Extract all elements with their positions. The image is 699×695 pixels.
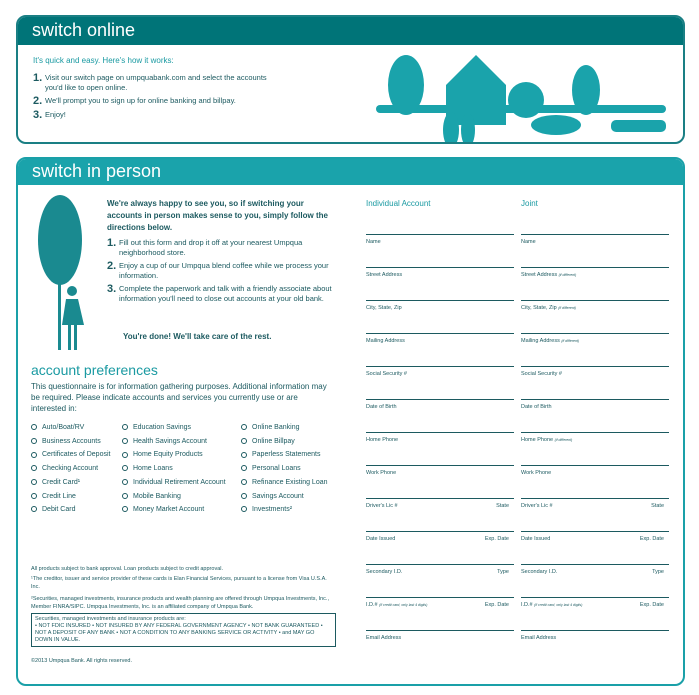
option-checkbox[interactable]: Savings Account <box>241 493 304 500</box>
step-item <box>33 73 268 93</box>
form-field-work-phone[interactable] <box>521 465 669 485</box>
form-field-secondary-i-d-[interactable] <box>366 564 514 584</box>
online-intro: It's quick and easy. Here's how it works: <box>33 56 174 65</box>
field-label: Name <box>521 239 536 245</box>
step-text: Enjoy! <box>45 110 66 119</box>
step-text: Complete the paperwork and talk with a friendly associate about information you'll need to close out accounts at your old bank. <box>119 284 332 303</box>
field-label: Work Phone <box>366 470 397 476</box>
option-checkbox[interactable]: Auto/Boat/RV <box>31 424 84 431</box>
switch-in-person-title: switch in person <box>18 159 683 185</box>
option-checkbox[interactable]: Home Equity Products <box>122 451 203 458</box>
person-done: You're done! We'll take care of the rest. <box>123 332 272 341</box>
field-label: City, State, Zip <box>521 305 557 311</box>
field-label-secondary: Exp. Date <box>484 536 509 542</box>
field-label: Date Issued <box>521 536 551 542</box>
form-field-home-phone[interactable] <box>366 432 514 452</box>
field-label: Secondary I.D. <box>366 569 403 575</box>
house-family-illustration <box>376 45 676 144</box>
form-field-date-issued[interactable] <box>521 531 669 551</box>
switch-online-title: switch online <box>18 17 683 45</box>
option-checkbox[interactable]: Investments² <box>241 506 292 513</box>
step-text: We'll prompt you to sign up for online banking and billpay. <box>45 96 236 105</box>
field-note: (if different) <box>558 306 576 310</box>
field-label-secondary: Exp. Date <box>484 602 509 608</box>
field-label: Date Issued <box>366 536 396 542</box>
form-field-mailing-address[interactable] <box>366 333 514 353</box>
form-field-street-address[interactable] <box>521 267 669 287</box>
disclosure-title: Securities, managed investments and insurance products are: <box>35 616 186 622</box>
footnotes <box>31 565 336 665</box>
form-field-email-address[interactable] <box>521 630 669 650</box>
field-label: Social Security # <box>521 371 562 377</box>
form-field-date-issued[interactable] <box>366 531 514 551</box>
step-item <box>107 284 339 304</box>
person-lead: We're always happy to see you, so if switching your accounts in person makes sense to you, simply follow the directions below. <box>107 199 328 232</box>
field-label-secondary: Type <box>497 569 509 575</box>
disclosure-text: • NOT FDIC INSURED • NOT INSURED BY ANY FEDERAL GOVERNMENT AGENCY • NOT BANK GUARANTEED • NOT A DEPOSIT OF ANY BANK • NOT A CONDITION TO ANY BANKING SERVICE OR ACTIVITY • and MAY GO DOWN IN VALUE. <box>35 623 323 643</box>
option-checkbox[interactable]: Credit Line <box>31 493 76 500</box>
field-label: Date of Birth <box>521 404 552 410</box>
field-label-secondary: Exp. Date <box>639 602 664 608</box>
field-label: Mailing Address <box>521 338 560 344</box>
form-field-city-state-zip[interactable] <box>521 300 669 320</box>
copyright: ©2013 Umpqua Bank. All rights reserved. <box>31 658 132 664</box>
option-checkbox[interactable]: Debit Card <box>31 506 75 513</box>
switch-online-card <box>16 15 685 144</box>
option-checkbox[interactable]: Paperless Statements <box>241 451 320 458</box>
form-field-work-phone[interactable] <box>366 465 514 485</box>
field-label: Social Security # <box>366 371 407 377</box>
option-checkbox[interactable]: Mobile Banking <box>122 493 181 500</box>
online-steps <box>33 73 268 124</box>
field-note: (if different) <box>561 339 580 343</box>
option-checkbox[interactable]: Business Accounts <box>31 438 101 445</box>
form-field-date-of-birth[interactable] <box>521 399 669 419</box>
step-number: 1. <box>107 237 117 249</box>
form-field-date-of-birth[interactable] <box>366 399 514 419</box>
step-item <box>107 238 339 258</box>
option-checkbox[interactable]: Refinance Existing Loan <box>241 479 328 486</box>
person-steps <box>107 238 339 307</box>
option-checkbox[interactable]: Online Banking <box>241 424 299 431</box>
step-item <box>33 110 268 121</box>
option-checkbox[interactable]: Checking Account <box>31 465 98 472</box>
field-label: Work Phone <box>521 470 552 476</box>
option-checkbox[interactable]: Certificates of Deposit <box>31 451 110 458</box>
step-text: Visit our switch page on umpquabank.com and select the accounts you'd like to open online. <box>45 73 267 92</box>
field-label-secondary: Exp. Date <box>639 536 664 542</box>
tree-woman-illustration <box>30 195 90 355</box>
form-field-street-address[interactable] <box>366 267 514 287</box>
step-number: 1. <box>33 72 43 84</box>
field-label: Mailing Address <box>366 338 405 344</box>
investment-disclosure-box <box>31 613 336 647</box>
field-label: Email Address <box>521 635 557 641</box>
form-field-city-state-zip[interactable] <box>366 300 514 320</box>
option-checkbox[interactable]: Credit Card¹ <box>31 479 80 486</box>
field-label: I.D.# <box>521 602 533 608</box>
step-number: 2. <box>33 95 43 107</box>
footnote-2: ²Securities, managed investments, insurance products and wealth planning are offered through Umpqua Investments, Inc., Member FINRA/SIPC. Umpqua Investments, Inc. is an affiliated company of Umpqua Bank. <box>31 596 329 610</box>
field-label: Home Phone <box>521 437 554 443</box>
option-checkbox[interactable]: Personal Loans <box>241 465 301 472</box>
form-field-name[interactable] <box>366 234 514 254</box>
step-text: Fill out this form and drop it off at your nearest Umpqua neighborhood store. <box>119 238 303 257</box>
field-label: Secondary I.D. <box>521 569 558 575</box>
step-number: 2. <box>107 260 117 272</box>
form-field-secondary-i-d-[interactable] <box>521 564 669 584</box>
field-note: (if different) <box>554 438 573 442</box>
form-field-i-d-[interactable] <box>521 597 669 617</box>
option-checkbox[interactable]: Health Savings Account <box>122 438 207 445</box>
field-label: Street Address <box>521 272 558 278</box>
form-field-driver-s-lic-[interactable] <box>521 498 669 518</box>
form-field-i-d-[interactable] <box>366 597 514 617</box>
step-text: Enjoy a cup of our Umpqua blend coffee while we process your information. <box>119 261 329 280</box>
individual-account-heading: Individual Account <box>366 199 431 208</box>
field-label-secondary: State <box>651 503 664 509</box>
joint-account-heading: Joint <box>521 199 538 208</box>
step-number: 3. <box>33 109 43 121</box>
field-label: Driver's Lic # <box>521 503 553 509</box>
field-label: Name <box>366 239 381 245</box>
option-checkbox[interactable]: Education Savings <box>122 424 191 431</box>
field-label-secondary: State <box>496 503 509 509</box>
field-note: (if credit card, only last 4 digits) <box>379 603 428 607</box>
step-number: 3. <box>107 283 117 295</box>
form-field-home-phone[interactable] <box>521 432 669 452</box>
form-field-mailing-address[interactable] <box>521 333 669 353</box>
field-label: City, State, Zip <box>366 305 402 311</box>
step-item <box>107 261 339 281</box>
field-note: (if different) <box>558 273 577 277</box>
form-field-email-address[interactable] <box>366 630 514 650</box>
field-note: (if credit card, only last 4 digits) <box>534 603 583 607</box>
account-preferences-desc: This questionnaire is for information gathering purposes. Additional information may be required. Please indicate accounts and services you currently use or are interested in: <box>31 382 327 413</box>
field-label: Date of Birth <box>366 404 397 410</box>
field-label: Street Address <box>366 272 403 278</box>
form-field-social-security-[interactable] <box>366 366 514 386</box>
approval-note: All products subject to bank approval. Loan products subject to credit approval. <box>31 566 224 572</box>
option-checkbox[interactable]: Money Market Account <box>122 506 204 513</box>
field-label-secondary: Type <box>652 569 664 575</box>
form-field-name[interactable] <box>521 234 669 254</box>
form-field-social-security-[interactable] <box>521 366 669 386</box>
form-field-driver-s-lic-[interactable] <box>366 498 514 518</box>
field-label: Email Address <box>366 635 402 641</box>
field-label: Home Phone <box>366 437 399 443</box>
option-checkbox[interactable]: Home Loans <box>122 465 173 472</box>
option-checkbox[interactable]: Individual Retirement Account <box>122 479 226 486</box>
field-label: I.D.# <box>366 602 378 608</box>
account-preferences-title: account preferences <box>31 362 158 378</box>
step-item <box>33 96 268 107</box>
option-checkbox[interactable]: Online Billpay <box>241 438 295 445</box>
footnote-1: ¹The creditor, issuer and service provider of these cards is Elan Financial Services, pursuant to a license from Visa U.S.A. Inc. <box>31 576 327 590</box>
field-label: Driver's Lic # <box>366 503 398 509</box>
